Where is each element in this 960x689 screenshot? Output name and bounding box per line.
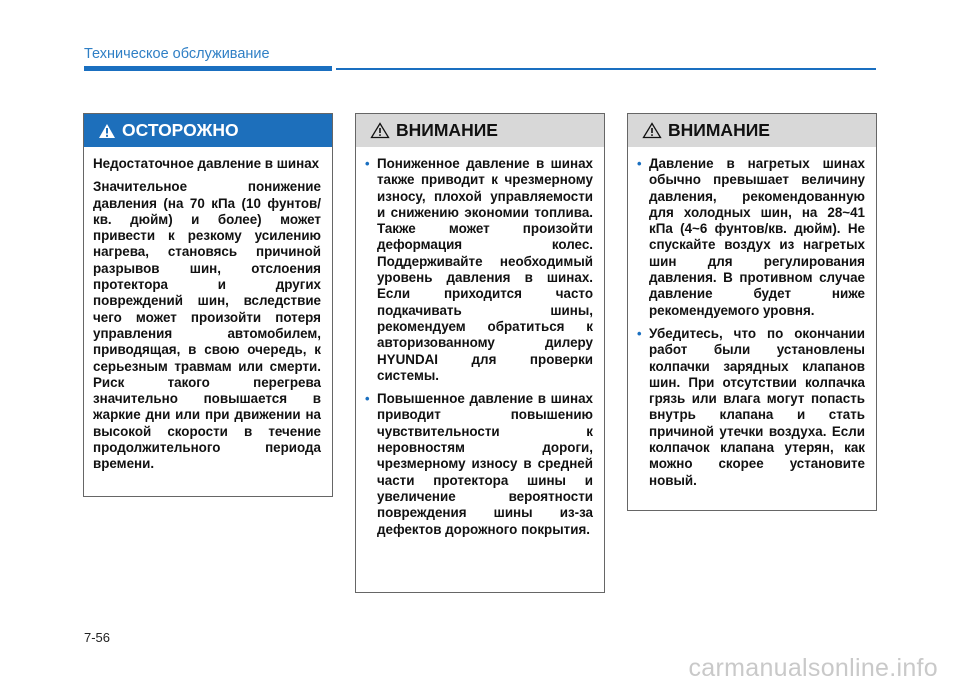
caution-box-2-header <box>628 114 876 147</box>
caution-triangle-icon <box>370 122 390 139</box>
header-rule-thin <box>336 68 876 70</box>
bullet-icon: • <box>637 156 642 171</box>
caution-list-2 <box>637 156 865 489</box>
bullet-icon: • <box>637 325 642 341</box>
list-item <box>637 156 865 319</box>
header-rule-thick <box>84 66 332 71</box>
section-title: Техническое обслуживание <box>84 46 270 62</box>
list-item <box>637 326 865 489</box>
bullet-icon: • <box>365 156 370 171</box>
list-item-text: Повышенное давление в шинах приводит повышению чувствительности к неровностям дороги, чрезмерному износу в средней части протектора шины и увеличение вероятности повреждения шины из-за дефектов дорожного покрытия. <box>377 391 593 537</box>
caution-heading-2: ВНИМАНИЕ <box>668 120 770 140</box>
list-item-text: Давление в нагретых шинах обычно превышает величину давления, рекомендованную для холодных шин, на 28~41 кПа (4~6 фунтов/кв. дюйм). Не спускайте воздух из нагретых шин для регулирования давления. В противном случае давление будет ниже рекомендуемого уровня. <box>649 156 865 318</box>
warning-text: Значительное понижение давления (на 70 кПа (10 фунтов/кв. дюйм) и более) может привести к резкому усилению нагрева, становясь причиной разрывов шин, отслоения протектора и других повреждений шин, вследствие чего может произойти потеря управления автомобилем, приводящая, в свою очередь, к серьезным травмам или смерти. Риск такого перегрева значительно повышается в жаркие дни или при движении на высокой скорости в течение продолжительного периода времени. <box>93 179 321 472</box>
page-number: 7-56 <box>84 630 111 645</box>
caution-body-1 <box>356 147 604 553</box>
warning-body <box>84 147 332 488</box>
caution-heading-1: ВНИМАНИЕ <box>396 120 498 140</box>
caution-triangle-icon <box>642 122 662 139</box>
caution-box-2 <box>627 113 877 511</box>
caution-body-2 <box>628 147 876 504</box>
list-item-text: Пониженное давление в шинах также приводит к чрезмерному износу, плохой управляемости и снижению экономии топлива. Также может произойти деформация колес. Поддерживайте необходимый уровень давления в шинах. Если приходится часто подкачивать шины, рекомендуем обратиться к авторизованному дилеру HYUNDAI для проверки системы. <box>377 156 593 383</box>
bullet-icon: • <box>365 391 370 407</box>
watermark: carmanualsonline.info <box>688 654 938 682</box>
caution-box-1-header <box>356 114 604 147</box>
warning-box <box>83 113 333 497</box>
warning-subtitle: Недостаточное давление в шинах <box>93 156 320 171</box>
caution-list-1 <box>365 156 593 538</box>
warning-heading: ОСТОРОЖНО <box>122 120 239 140</box>
list-item <box>365 156 593 384</box>
list-item-text: Убедитесь, что по окончании работ были установлены колпачки зарядных клапанов шин. При отсутствии колпачка грязь или влага могут попасть внутрь клапана и стать причиной утечки воздуха. Если колпачок клапана утерян, как можно скорее установите новый. <box>649 325 865 488</box>
warning-triangle-icon <box>98 123 116 139</box>
caution-box-1 <box>355 113 605 593</box>
warning-box-header <box>84 114 332 147</box>
list-item <box>365 391 593 538</box>
